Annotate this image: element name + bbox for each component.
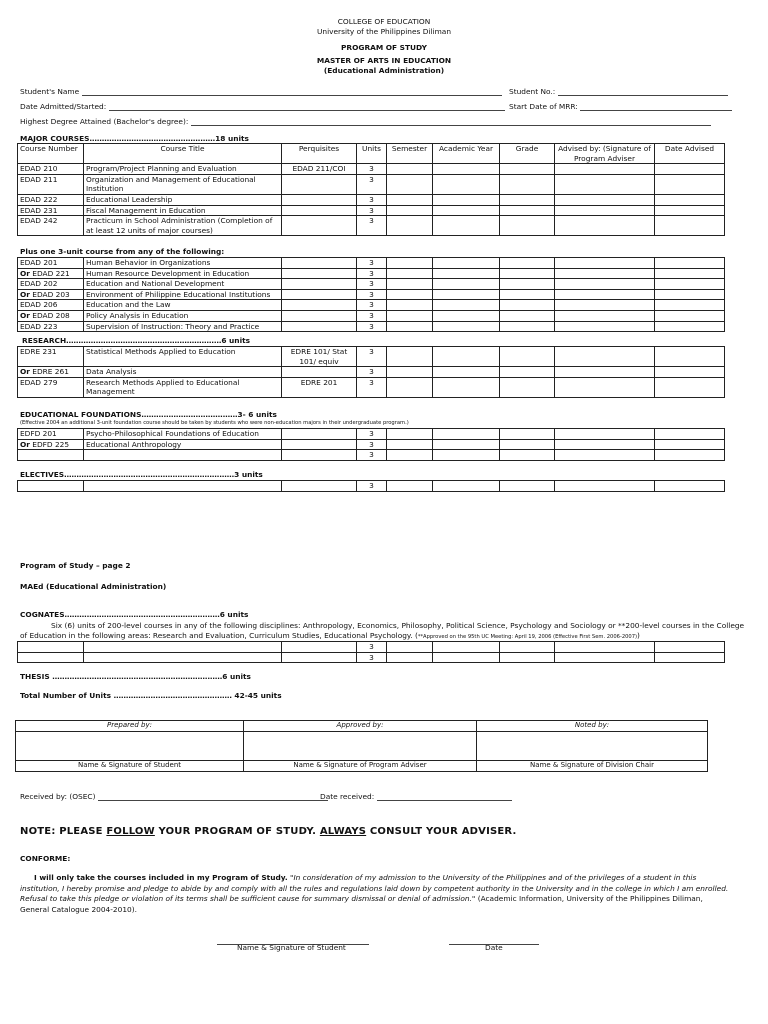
course-title: Organization and Management of Educational Institution [84,174,282,194]
col-semester: Semester [387,144,433,164]
course-number: EDAD 222 [18,194,84,205]
course-units: 3 [357,481,387,492]
foundations-note: (Effective 2004 an additional 3-unit foundation course should be taken by students who were non-education majors in their undergraduate program.) [20,420,409,426]
col-prerequisites: Perquisites [282,144,357,164]
major-electives-table [17,257,725,332]
course-title: Statistical Methods Applied to Education [84,347,282,367]
cognates-text-2: of Education in the following areas: Research and Evaluation, Curriculum Studies, Educational Psychology. (**Approved on the 95th UC Meeting: April 19, 2006 (Effective First Sem. 2006-2007)) [20,631,640,640]
course-units: 3 [357,321,387,332]
course-number: EDFD 201 [18,429,84,440]
table-row [18,268,725,279]
table-row [18,310,725,321]
course-title: Environment of Philippine Educational Institutions [84,289,282,300]
received-by-field[interactable]: Received by: (OSEC) [20,792,328,801]
total-units-line: Total Number of Units ………………………………………… 42-45 units [20,691,282,700]
student-signature-box[interactable] [16,732,244,761]
table-header-row [18,144,725,164]
table-row [18,321,725,332]
col-grade: Grade [500,144,555,164]
course-number: EDAD 202 [18,279,84,290]
course-units: 3 [357,174,387,194]
specialization-title: (Educational Administration) [323,66,445,75]
foundations-table [17,428,725,461]
course-title: Program/Project Planning and Evaluation [84,164,282,175]
course-units: 3 [357,258,387,269]
start-date-mrr-field[interactable] [509,102,732,111]
student-no-field[interactable] [509,87,728,96]
program-of-study-title: PROGRAM OF STUDY [340,43,427,52]
course-units: 3 [357,279,387,290]
research-heading: RESEARCH………………………………………………………6 units [22,336,251,345]
col-date-advised: Date Advised [655,144,725,164]
cognates-table [17,641,725,663]
start-date-mrr-label: Start Date of MRR: [509,102,578,111]
table-row [18,289,725,300]
table-row [18,481,725,492]
course-number: Or EDRE 261 [18,367,84,378]
course-prerequisite: EDRE 201 [282,377,357,397]
course-title: Educational Anthropology [84,439,282,450]
course-units: 3 [357,164,387,175]
table-row [18,300,725,311]
table-row [18,258,725,269]
course-number: Or EDAD 208 [18,310,84,321]
signatures-table [15,720,708,772]
table-row [18,174,725,194]
plus-one-heading: Plus one 3-unit course from any of the following: [20,247,225,256]
table-row [18,205,725,216]
major-courses-heading: MAJOR COURSES……………………………………………18 units [20,134,249,143]
chair-signature-box[interactable] [477,732,708,761]
conforme-student-signature-label: Name & Signature of Student [237,943,346,952]
table-row [18,377,725,397]
research-table [17,346,725,398]
col-course-title: Course Title [84,144,282,164]
table-row [18,164,725,175]
course-title: Human Behavior in Organizations [84,258,282,269]
course-number: EDAD 211 [18,174,84,194]
noted-by-label: Noted by: [477,721,708,732]
date-admitted-field[interactable] [20,102,505,111]
table-row [18,367,725,378]
col-course-number: Course Number [18,144,84,164]
adviser-signature-box[interactable] [244,732,477,761]
course-title: Psycho-Philosophical Foundations of Education [84,429,282,440]
course-number: EDRE 231 [18,347,84,367]
course-units: 3 [357,300,387,311]
foundations-heading: EDUCATIONAL FOUNDATIONS…………………………………3- 6 units [20,410,277,419]
date-admitted-label: Date Admitted/Started: [20,102,107,111]
course-title: Educational Leadership [84,194,282,205]
course-units: 3 [357,194,387,205]
highest-degree-field[interactable] [20,117,711,126]
course-title: Data Analysis [84,367,282,378]
page2-degree: MAEd (Educational Administration) [20,582,167,591]
course-title: Fiscal Management in Education [84,205,282,216]
date-received-field[interactable]: Date received: [320,792,512,801]
course-units: 3 [357,216,387,236]
course-units: 3 [357,289,387,300]
prepared-by-label: Prepared by: [16,721,244,732]
col-advised-by: Advised by: (Signature of Program Adviser [555,144,655,164]
student-signature-label: Name & Signature of Student [16,761,244,772]
student-name-field[interactable] [20,87,502,96]
degree-title: MASTER OF ARTS IN EDUCATION [316,56,452,65]
course-number: EDAD 231 [18,205,84,216]
conforme-text: I will only take the courses included in my Program of Study. "In consideration of my admission to the University of the Philippines and of the privileges of a student in this institution, I hereby promise and pledge to abide by and comply with all the rules and regulations laid down by competent authority in the University and in the college in which I am enrolled. Refusal to take this pledge or violation of its terms shall be sufficient cause for summary dismissal or denial of admission." (Academic Information, University of the Philippines Diliman, General Catalogue 2004-2010). [20,873,729,914]
course-title: Education and National Development [84,279,282,290]
table-row [18,194,725,205]
course-units: 3 [357,439,387,450]
col-units: Units [357,144,387,164]
course-units: 3 [357,310,387,321]
course-number: Or EDFD 225 [18,439,84,450]
electives-table [17,480,725,492]
table-row [18,450,725,461]
course-units: 3 [357,347,387,367]
course-number: EDAD 210 [18,164,84,175]
table-row [18,347,725,367]
cognates-text-1: Six (6) units of 200-level courses in any of the following disciplines: Anthropology, Economics, Philosophy, Political Science, Psychology and Sociology or **200-level courses in the College [51,621,745,630]
course-units: 3 [357,642,387,653]
course-prerequisite: EDAD 211/COI [282,164,357,175]
course-units: 3 [357,652,387,663]
course-units: 3 [357,268,387,279]
course-title: Practicum in School Administration (Completion of at least 12 units of major courses) [84,216,282,236]
page2-title: Program of Study – page 2 [20,561,131,570]
table-row [18,216,725,236]
course-title: Research Methods Applied to Educational Management [84,377,282,397]
table-row [18,652,725,663]
cognates-heading: COGNATES………………………………………………………6 units [20,610,249,619]
course-units: 3 [357,367,387,378]
follow-note: NOTE: PLEASE FOLLOW YOUR PROGRAM OF STUDY. ALWAYS CONSULT YOUR ADVISER. [20,826,517,837]
conforme-heading: CONFORME: [20,854,71,863]
student-no-label: Student No.: [509,87,556,96]
course-number: EDAD 242 [18,216,84,236]
col-academic-year: Academic Year [433,144,500,164]
table-row [18,642,725,653]
course-title: Supervision of Instruction: Theory and Practice [84,321,282,332]
course-title: Education and the Law [84,300,282,311]
table-row [18,279,725,290]
course-units: 3 [357,450,387,461]
university-name: University of the Philippines Diliman [316,27,451,36]
table-row [18,429,725,440]
course-title: Policy Analysis in Education [84,310,282,321]
chair-signature-label: Name & Signature of Division Chair [477,761,708,772]
course-units: 3 [357,377,387,397]
course-title: Human Resource Development in Education [84,268,282,279]
course-units: 3 [357,205,387,216]
thesis-line: THESIS ……………………………………………………………6 units [20,672,251,681]
course-number: Or EDAD 203 [18,289,84,300]
course-number: EDAD 201 [18,258,84,269]
major-courses-table [17,143,725,236]
course-number: Or EDAD 221 [18,268,84,279]
approved-by-label: Approved by: [244,721,477,732]
course-number: EDAD 279 [18,377,84,397]
conforme-date-label: Date [485,943,503,952]
course-units: 3 [357,429,387,440]
college-name: COLLEGE OF EDUCATION [337,17,431,26]
course-prerequisite: EDRE 101/ Stat 101/ equiv [282,347,357,367]
course-number: EDAD 206 [18,300,84,311]
electives-heading: ELECTIVES……………………………………………………………3 units [20,470,263,479]
student-name-label: Student's Name [20,87,80,96]
table-row [18,439,725,450]
highest-degree-label: Highest Degree Attained (Bachelor's degree): [20,117,189,126]
adviser-signature-label: Name & Signature of Program Adviser [244,761,477,772]
course-number: EDAD 223 [18,321,84,332]
